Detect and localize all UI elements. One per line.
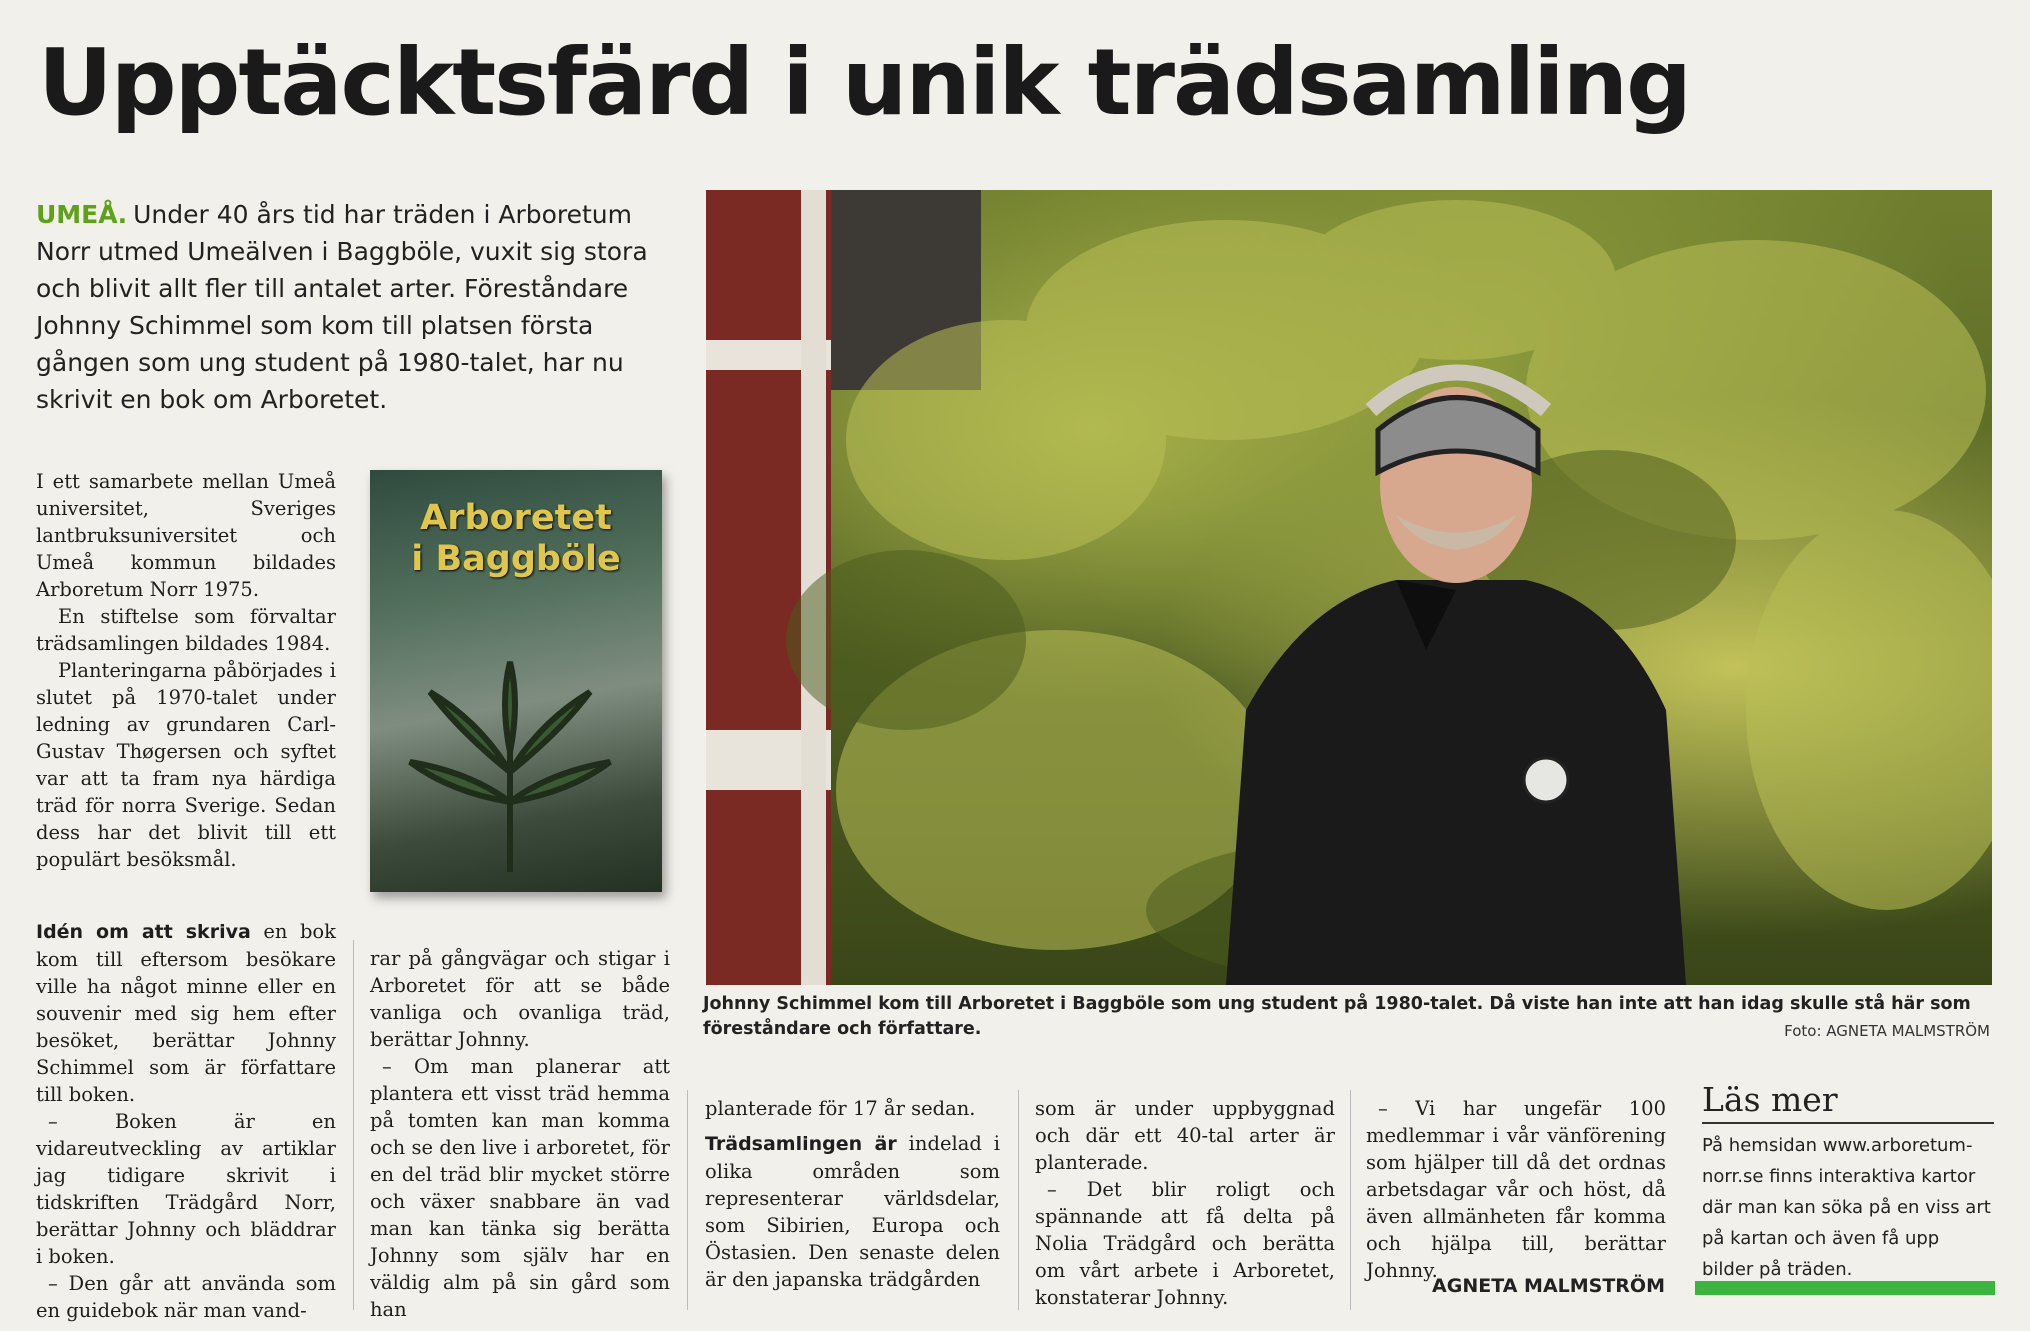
photo-caption: Johnny Schimmel kom till Arboretet i Baggböle som ung student på 1980-talet. Då viste han inte att han idag skulle stå här som föreståndare och författare. — [703, 994, 1971, 1039]
paragraph-text: en bok kom till eftersom besökare ville ha något minne eller en souvenir med sig hem efter besöket, berättar Johnny Schimmel som är författare till boken. — [36, 920, 336, 1106]
lead-in: Idén om att skriva — [36, 921, 251, 943]
paragraph: – Om man planerar att plantera ett visst träd hemma på tomten kan man komma och se den live i arboretet, för en del träd blir mycket större och växer snabbare än vad man kan tänka sig berätta Johnny som själv har en väldig alm på sin gård som han — [370, 1055, 670, 1321]
book-title-line: i Baggböle — [411, 539, 621, 579]
portrait-photo — [706, 190, 1992, 985]
column-rule — [1018, 1090, 1019, 1310]
paragraph: – Vi har ungefär 100 medlemmar i vår vänförening som hjälper till då det ordnas arbetsdagar vår och höst, då även allmänheten får komma och hjälpa till, berättar Johnny. — [1366, 1097, 1666, 1282]
photo-credit: Foto: AGNETA MALMSTRÖM — [1784, 1022, 1990, 1040]
book-title-line: Arboretet — [420, 498, 612, 538]
author-byline: AGNETA MALMSTRÖM — [1432, 1275, 1665, 1297]
book-cover-image — [370, 470, 662, 892]
dateline-place: UMEÅ. — [36, 200, 128, 229]
ingress-text: Under 40 års tid har träden i Arboretum Norr utmed Umeälven i Baggböle, vuxit sig stora och blivit allt fler till antalet arter. Föreståndare Johnny Schimmel som kom till platsen första gången som ung student på 1980-talet, har nu skrivit en bok om Arboretet. — [36, 200, 648, 414]
paragraph: som är under uppbyggnad och där ett 40-tal arter är planterade. — [1035, 1097, 1335, 1174]
paragraph: planterade för 17 år sedan. — [705, 1097, 976, 1120]
paragraph: En stiftelse som förvaltar trädsamlingen bildades 1984. — [36, 605, 336, 655]
paragraph: – Det blir roligt och spännande att få delta på Nolia Trädgård och berätta om vårt arbete i Arboretet, konstaterar Johnny. — [1035, 1178, 1335, 1309]
article-column-4 — [1035, 1095, 1335, 1311]
article-column-1-bottom — [36, 918, 336, 1324]
green-bar — [1695, 1281, 1995, 1295]
article-column-3 — [705, 1095, 1000, 1293]
read-more-text: På hemsidan www.arboretum-norr.se finns interaktiva kartor där man kan söka på en viss art på kartan och även få upp bilder på träden. — [1702, 1135, 1991, 1280]
leaves-illustration — [400, 652, 620, 872]
column-rule — [353, 940, 354, 1310]
article-column-2 — [370, 945, 670, 1323]
read-more-heading: Läs mer — [1702, 1080, 1994, 1124]
paragraph — [705, 1130, 1000, 1293]
paragraph-text: indelad i olika områden som representerar världsdelar, som Sibirien, Europa och Östasien. Den senaste delen är den japanska trädgården — [705, 1132, 1001, 1291]
book-cover-title — [370, 498, 662, 580]
paragraph: Planteringarna påbörjades i slutet på 1970-talet under ledning av grundaren Carl-Gustav Thøgersen och syftet var att ta fram nya härdiga träd för norra Sverige. Sedan dess har det blivit till ett populärt besöksmål. — [36, 659, 336, 871]
ingress — [36, 196, 676, 418]
paragraph: rar på gångvägar och stigar i Arboretet för att se både vanliga och ovanliga träd, berättar Johnny. — [370, 947, 670, 1051]
paragraph: I ett samarbete mellan Umeå universitet, Sveriges lantbruksuniversitet och Umeå kommun bildades Arboretum Norr 1975. — [36, 470, 336, 601]
column-rule — [687, 1090, 688, 1310]
photo-illustration — [706, 190, 1992, 985]
headline: Upptäcktsfärd i unik trädsamling — [38, 29, 1691, 136]
read-more-box — [1702, 1080, 1994, 1285]
article-column-1-top — [36, 468, 336, 873]
paragraph — [36, 918, 336, 1108]
paragraph: – Den går att använda som en guidebok när man vand- — [36, 1272, 336, 1322]
lead-in: Trädsamlingen är — [705, 1133, 897, 1155]
article-column-5 — [1366, 1095, 1666, 1284]
paragraph: – Boken är en vidareutveckling av artiklar jag tidigare skrivit i tidskriften Trädgård Norr, berättar Johnny och bläddrar i boken. — [36, 1110, 336, 1268]
